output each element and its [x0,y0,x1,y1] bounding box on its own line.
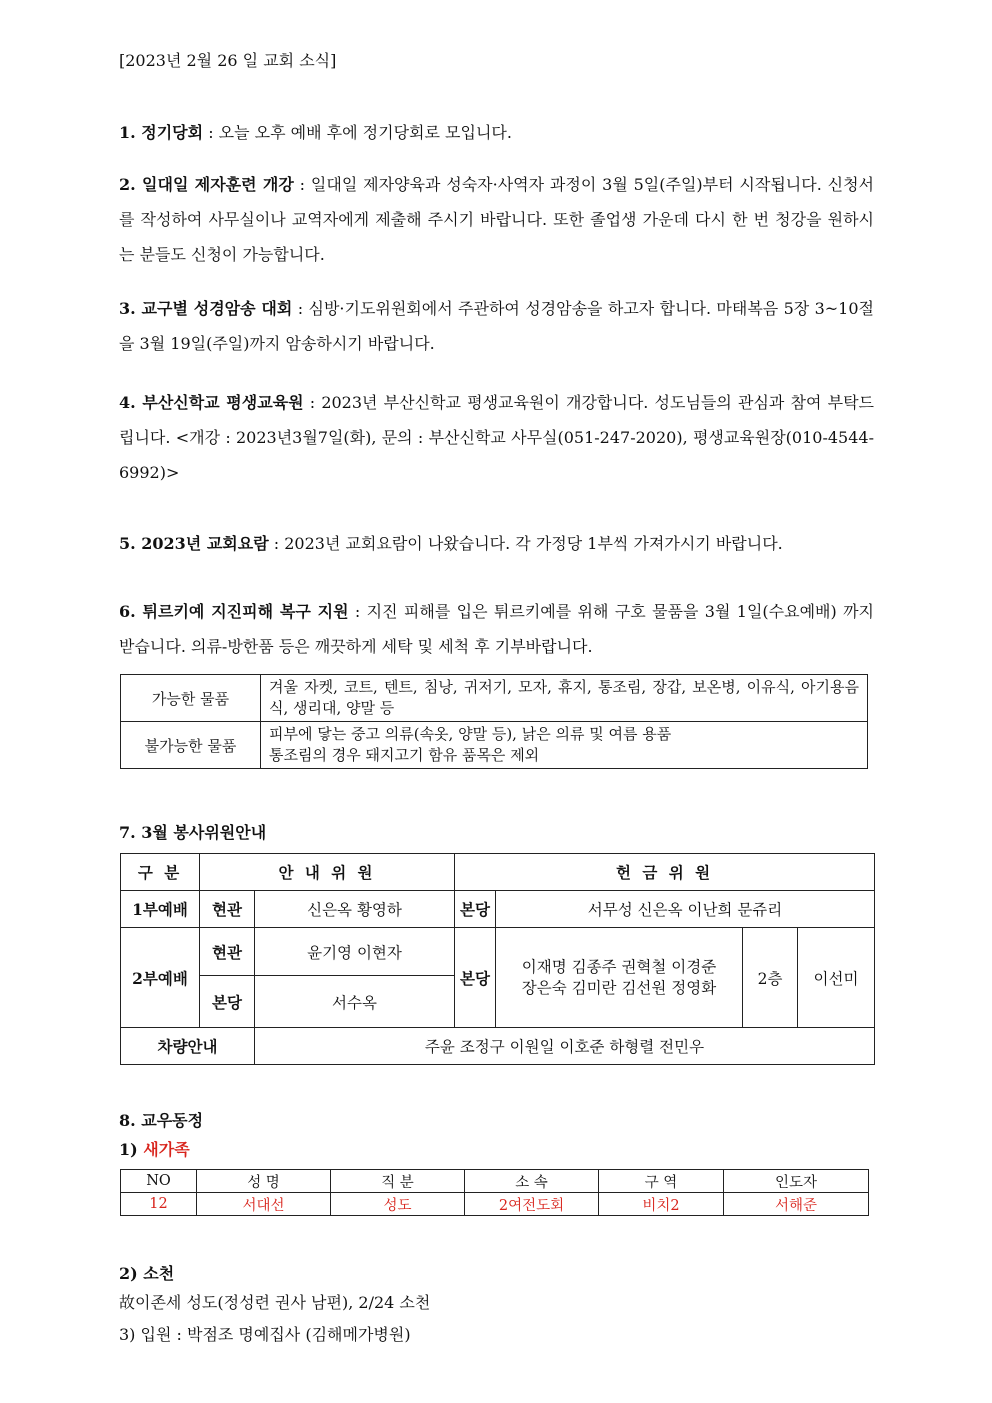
notice-heading: 4. 부산신학교 평생교육원 [119,393,304,412]
table-row [121,891,875,928]
news-heading: 8. 교우동정 [119,1111,204,1130]
notice-heading: 3. 교구별 성경암송 대회 [119,299,293,318]
offering-names [496,928,743,1028]
header-no: NO [121,1170,197,1193]
offering-line: 장은숙 김미란 김선원 정영화 [521,978,717,997]
items-line: 피부에 닿는 중고 의류(속옷, 양말 등), 낡은 의류 및 여름 용품 [269,725,672,743]
table-row [121,1193,869,1216]
new-family-label: 새가족 [143,1140,190,1159]
usher-location: 본당 [200,976,255,1028]
usher-location: 현관 [200,891,255,928]
items-description-cell [261,722,868,769]
table-header-row [121,854,875,891]
notice-3: 3. 교구별 성경암송 대회 : 심방·기도위원회에서 주관하여 성경암송을 하고자 합니다. 마태복음 5장 3~10절을 3월 19일(주일)까지 암송하시기 바랍니다. [119,299,874,353]
usher-names: 윤기영 이현자 [255,928,455,976]
notice-text: 2023년 부산신학교 평생교육원이 개강합니다. 성도님들의 관심과 참여 부탁드립니다. <개강 : 2023년3월7일(화), 문의 : 부산신학교 사무실(051-247-2020), 평생교육원장(010-4544-6992)> [119,393,874,482]
notice-text: 오늘 오후 예배 후에 정기당회로 모입니다. [218,123,512,142]
family-position: 성도 [331,1193,465,1216]
table-row [121,675,868,722]
family-district: 비치2 [599,1193,724,1216]
items-line: 통조림의 경우 돼지고기 함유 품목은 제외 [269,746,540,764]
notice-4: 4. 부산신학교 평생교육원 : 2023년 부산신학교 평생교육원이 개강합니다. 성도님들의 관심과 참여 부탁드립니다. <개강 : 2023년3월7일(화), 문의 : 부산신학교 사무실(051-247-2020), 평생교육원장(010-4544-6992)> [119,393,874,482]
floor-person: 이선미 [798,928,875,1028]
offering-location: 본당 [455,891,496,928]
notice-5: 5. 2023년 교회요람 : 2023년 교회요람이 나왔습니다. 각 가정당 1부씩 가져가시기 바랍니다. [119,534,783,553]
notice-6: 6. 튀르키예 지진피해 복구 지원 : 지진 피해를 입은 튀르키예를 위해 구호 물품을 3월 1일(수요예배) 까지 받습니다. 의류-방한품 등은 깨끗하게 세탁 및 세척 후 기부바랍니다. [119,602,875,656]
header-affiliation: 소 속 [465,1170,599,1193]
usher-location: 현관 [200,928,255,976]
header-category: 구 분 [121,854,200,891]
notice-heading: 5. 2023년 교회요람 [119,534,269,553]
new-family-table [120,1169,869,1216]
service-name: 1부예배 [121,891,200,928]
table-row [121,928,875,976]
offering-names: 서무성 신은옥 이난희 문쥬리 [496,891,875,928]
usher-names: 신은옥 황영하 [255,891,455,928]
floor-label: 2층 [743,928,798,1028]
funeral-text: 故이존세 성도(정성련 권사 남편), 2/24 소천 [119,1293,431,1312]
usher-names: 서수옥 [255,976,455,1028]
header-guide: 인도자 [724,1170,869,1193]
family-name: 서대선 [197,1193,331,1216]
table-header-row [121,1170,869,1193]
notice-2: 2. 일대일 제자훈련 개강 : 일대일 제자양육과 성숙자·사역자 과정이 3월 5일(주일)부터 시작됩니다. 신청서를 작성하여 사무실이나 교역자에게 제출해 주시기 바랍니다. 또한 졸업생 가운데 다시 한 번 청강을 원하시는 분들도 신청이 가능합니다. [119,175,874,264]
family-affiliation: 2여전도회 [465,1193,599,1216]
hospital-text: 3) 입원 : 박점조 명예집사 (김해메가병원) [119,1325,411,1344]
notice-text: 일대일 제자양육과 성숙자·사역자 과정이 3월 5일(주일)부터 시작됩니다. 신청서를 작성하여 사무실이나 교역자에게 제출해 주시기 바랍니다. 또한 졸업생 가운데 다시 한 번 청강을 원하시는 분들도 신청이 가능합니다. [119,175,874,264]
notice-text: 지진 피해를 입은 튀르키예를 위해 구호 물품을 3월 1일(수요예배) 까지 받습니다. 의류-방한품 등은 깨끗하게 세탁 및 세척 후 기부바랍니다. [119,602,875,656]
header-offering: 헌 금 위 원 [455,854,875,891]
items-category-cell: 가능한 물품 [121,675,261,722]
notice-text: 심방·기도위원회에서 주관하여 성경암송을 하고자 합니다. 마태복음 5장 3~10절을 3월 19일(주일)까지 암송하시기 바랍니다. [119,299,874,353]
header-district: 구 역 [599,1170,724,1193]
offering-location: 본당 [455,928,496,1028]
family-guide: 서해준 [724,1193,869,1216]
notice-text: 2023년 교회요람이 나왔습니다. 각 가정당 1부씩 가져가시기 바랍니다. [284,534,783,553]
header-name: 성 명 [197,1170,331,1193]
items-line: 겨울 자켓, 코트, 텐트, 침낭, 귀저기, 모자, 휴지, 통조림, 장갑, 보온병, 이유식, 아기용음식, 생리대, 양말 등 [269,678,859,717]
service-heading: 7. 3월 봉사위원안내 [119,823,267,842]
relief-items-table [120,674,868,769]
new-family-heading [119,1137,190,1160]
family-no: 12 [121,1193,197,1216]
offering-line: 이재명 김종주 권혁철 이경준 [521,957,717,976]
items-category-cell: 불가능한 물품 [121,722,261,769]
vehicle-label: 차량안내 [121,1028,255,1065]
notice-heading: 1. 정기당회 [119,123,204,142]
subsection-number: 1) [119,1140,138,1159]
table-row [121,1028,875,1065]
notice-heading: 6. 튀르키예 지진피해 복구 지원 [119,602,349,621]
notice-1: 1. 정기당회 : 오늘 오후 예배 후에 정기당회로 모입니다. [119,123,512,142]
vehicle-names: 주윤 조정구 이원일 이호준 하형렬 전민우 [255,1028,875,1065]
funeral-heading: 2) 소천 [119,1264,175,1283]
header-position: 직 분 [331,1170,465,1193]
service-committee-table [120,853,875,1065]
table-row [121,722,868,769]
page-title: [2023년 2월 26 일 교회 소식] [119,51,337,70]
service-name: 2부예배 [121,928,200,1028]
items-description-cell [261,675,868,722]
notice-heading: 2. 일대일 제자훈련 개강 [119,175,294,194]
header-usher: 안 내 위 원 [200,854,455,891]
